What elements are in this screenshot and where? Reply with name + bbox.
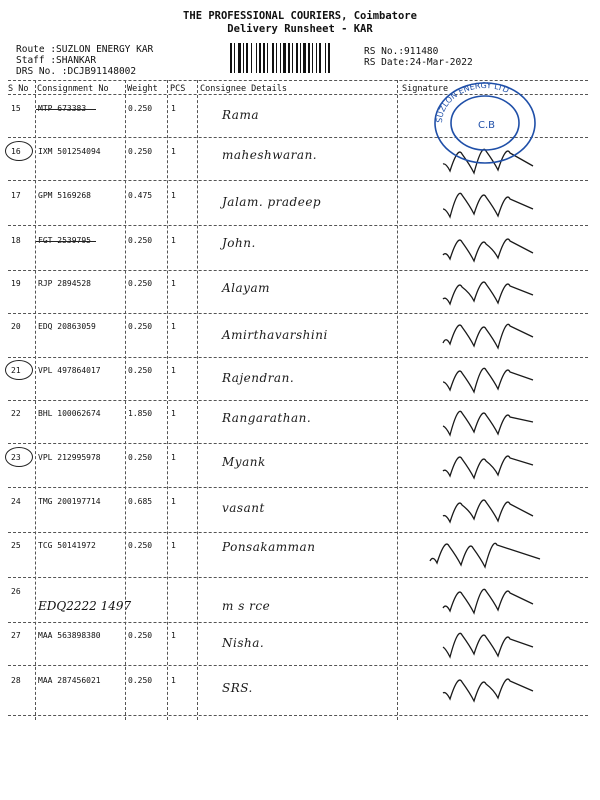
row-separator (8, 665, 588, 666)
row-consignee-handwritten: John. (222, 236, 256, 250)
signature-handwritten (438, 277, 558, 307)
barcode (230, 43, 355, 73)
row-weight: 0.250 (128, 541, 153, 550)
row-separator (8, 577, 588, 578)
row-consignee-handwritten: Ponsakamman (222, 540, 316, 554)
row-consignment: MTP 673383 (38, 104, 87, 113)
row-sno: 16 (11, 147, 21, 156)
row-separator (8, 270, 588, 271)
route-label: Route :SUZLON ENERGY KAR (16, 44, 154, 55)
row-consignee-handwritten: maheshwaran. (222, 148, 318, 162)
row-sno: 20 (11, 322, 21, 331)
row-sno: 19 (11, 279, 21, 288)
row-separator (8, 443, 588, 444)
row-strike-mark (36, 109, 96, 110)
row-separator (8, 180, 588, 181)
row-weight: 0.475 (128, 191, 153, 200)
company-stamp (430, 78, 540, 168)
row-separator (8, 622, 588, 623)
rs-number: RS No.:911480 (364, 46, 439, 57)
row-separator (8, 357, 588, 358)
signature-handwritten (438, 320, 558, 350)
row-consignment: IXM 501254094 (38, 147, 101, 156)
row-pcs: 1 (171, 279, 176, 288)
row-sno: 17 (11, 191, 21, 200)
row-consignee-handwritten: Amirthavarshini (222, 328, 328, 342)
row-consignee-handwritten: Rama (222, 108, 259, 122)
row-weight: 0.250 (128, 279, 153, 288)
row-consignment: FGT 2539795 (38, 236, 91, 245)
row-consignment: RJP 2894528 (38, 279, 91, 288)
row-separator (8, 715, 588, 716)
row-consignee-handwritten: Myank (222, 455, 266, 469)
signature-handwritten (438, 364, 558, 394)
row-weight: 0.250 (128, 676, 153, 685)
row-pcs: 1 (171, 104, 176, 113)
row-pcs: 1 (171, 541, 176, 550)
col-weight: Weight (127, 84, 158, 94)
row-pcs: 1 (171, 366, 176, 375)
row-separator (8, 487, 588, 488)
row-consignee-handwritten: m s rce (222, 599, 271, 613)
row-sno: 26 (11, 587, 21, 596)
row-circle-mark (5, 141, 33, 161)
row-consignment: MAA 563898380 (38, 631, 101, 640)
row-separator (8, 313, 588, 314)
row-weight: 0.685 (128, 497, 153, 506)
row-separator (8, 225, 588, 226)
row-pcs: 1 (171, 322, 176, 331)
row-sno: 22 (11, 409, 21, 418)
svg-text:C.B: C.B (478, 120, 496, 131)
signature-handwritten (438, 585, 558, 615)
col-consignee: Consignee Details (200, 84, 287, 94)
row-consignment: EDQ 20863059 (38, 322, 96, 331)
row-sno: 25 (11, 541, 21, 550)
staff-label: Staff :SHANKAR (16, 55, 97, 66)
row-consignment: TCG 50141972 (38, 541, 96, 550)
row-weight: 0.250 (128, 322, 153, 331)
signature-handwritten (438, 495, 558, 525)
row-weight: 0.250 (128, 236, 153, 245)
signature-handwritten (438, 189, 558, 219)
row-pcs: 1 (171, 191, 176, 200)
row-weight: 0.250 (128, 147, 153, 156)
signature-handwritten (438, 407, 558, 437)
rs-date: RS Date:24-Mar-2022 (364, 57, 473, 68)
row-consignment: VPL 212995978 (38, 453, 101, 462)
row-consignee-handwritten: Nisha. (222, 636, 265, 650)
row-pcs: 1 (171, 676, 176, 685)
row-consignee-handwritten: Alayam (222, 281, 270, 295)
col-signature: Signature (402, 84, 449, 94)
row-weight: 0.250 (128, 631, 153, 640)
row-circle-mark (5, 447, 33, 467)
row-weight: 0.250 (128, 104, 153, 113)
row-sno: 27 (11, 631, 21, 640)
row-consignee-handwritten: SRS. (222, 681, 253, 695)
row-consignment: BHL 100062674 (38, 409, 101, 418)
signature-handwritten (438, 234, 558, 264)
col-pcs: PCS (170, 84, 186, 94)
row-consignment: TMG 200197714 (38, 497, 101, 506)
row-consignee-handwritten: vasant (222, 501, 265, 515)
signature-handwritten (438, 629, 558, 659)
row-sno: 24 (11, 497, 21, 506)
row-weight: 1.850 (128, 409, 153, 418)
row-sno: 21 (11, 366, 21, 375)
svg-text:SUZLON ENERGY LTD: SUZLON ENERGY LTD (434, 80, 511, 124)
row-pcs: 1 (171, 236, 176, 245)
row-circle-mark (5, 360, 33, 380)
row-sno: 18 (11, 236, 21, 245)
row-pcs: 1 (171, 409, 176, 418)
col-sno: S No (8, 84, 29, 94)
signature-handwritten (438, 451, 558, 481)
signature-handwritten (438, 674, 558, 704)
row-separator (8, 532, 588, 533)
row-consignee-handwritten: Rajendran. (222, 371, 295, 385)
row-strike-mark (36, 241, 96, 242)
runsheet-subtitle: Delivery Runsheet - KAR (227, 23, 373, 35)
signature-handwritten (425, 539, 545, 569)
row-consignment: VPL 497864017 (38, 366, 101, 375)
row-consignee-handwritten: Jalam. pradeep (222, 195, 322, 209)
drs-number: DRS No. :DCJB91148002 (16, 66, 137, 77)
row-weight: 0.250 (128, 366, 153, 375)
row-consignee-handwritten: Rangarathan. (222, 411, 312, 425)
row-sno: 28 (11, 676, 21, 685)
row-pcs: 1 (171, 147, 176, 156)
row-pcs: 1 (171, 497, 176, 506)
row-pcs: 1 (171, 631, 176, 640)
row-separator (8, 400, 588, 401)
row-consignment: GPM 5169268 (38, 191, 91, 200)
col-consignment: Consignment No (37, 84, 109, 94)
company-title: THE PROFESSIONAL COURIERS, Coimbatore (183, 10, 417, 22)
row-sno: 15 (11, 104, 21, 113)
row-consignment: EDQ2222 1497 (38, 599, 132, 613)
row-sno: 23 (11, 453, 21, 462)
row-pcs: 1 (171, 453, 176, 462)
row-consignment: MAA 287456021 (38, 676, 101, 685)
row-weight: 0.250 (128, 453, 153, 462)
